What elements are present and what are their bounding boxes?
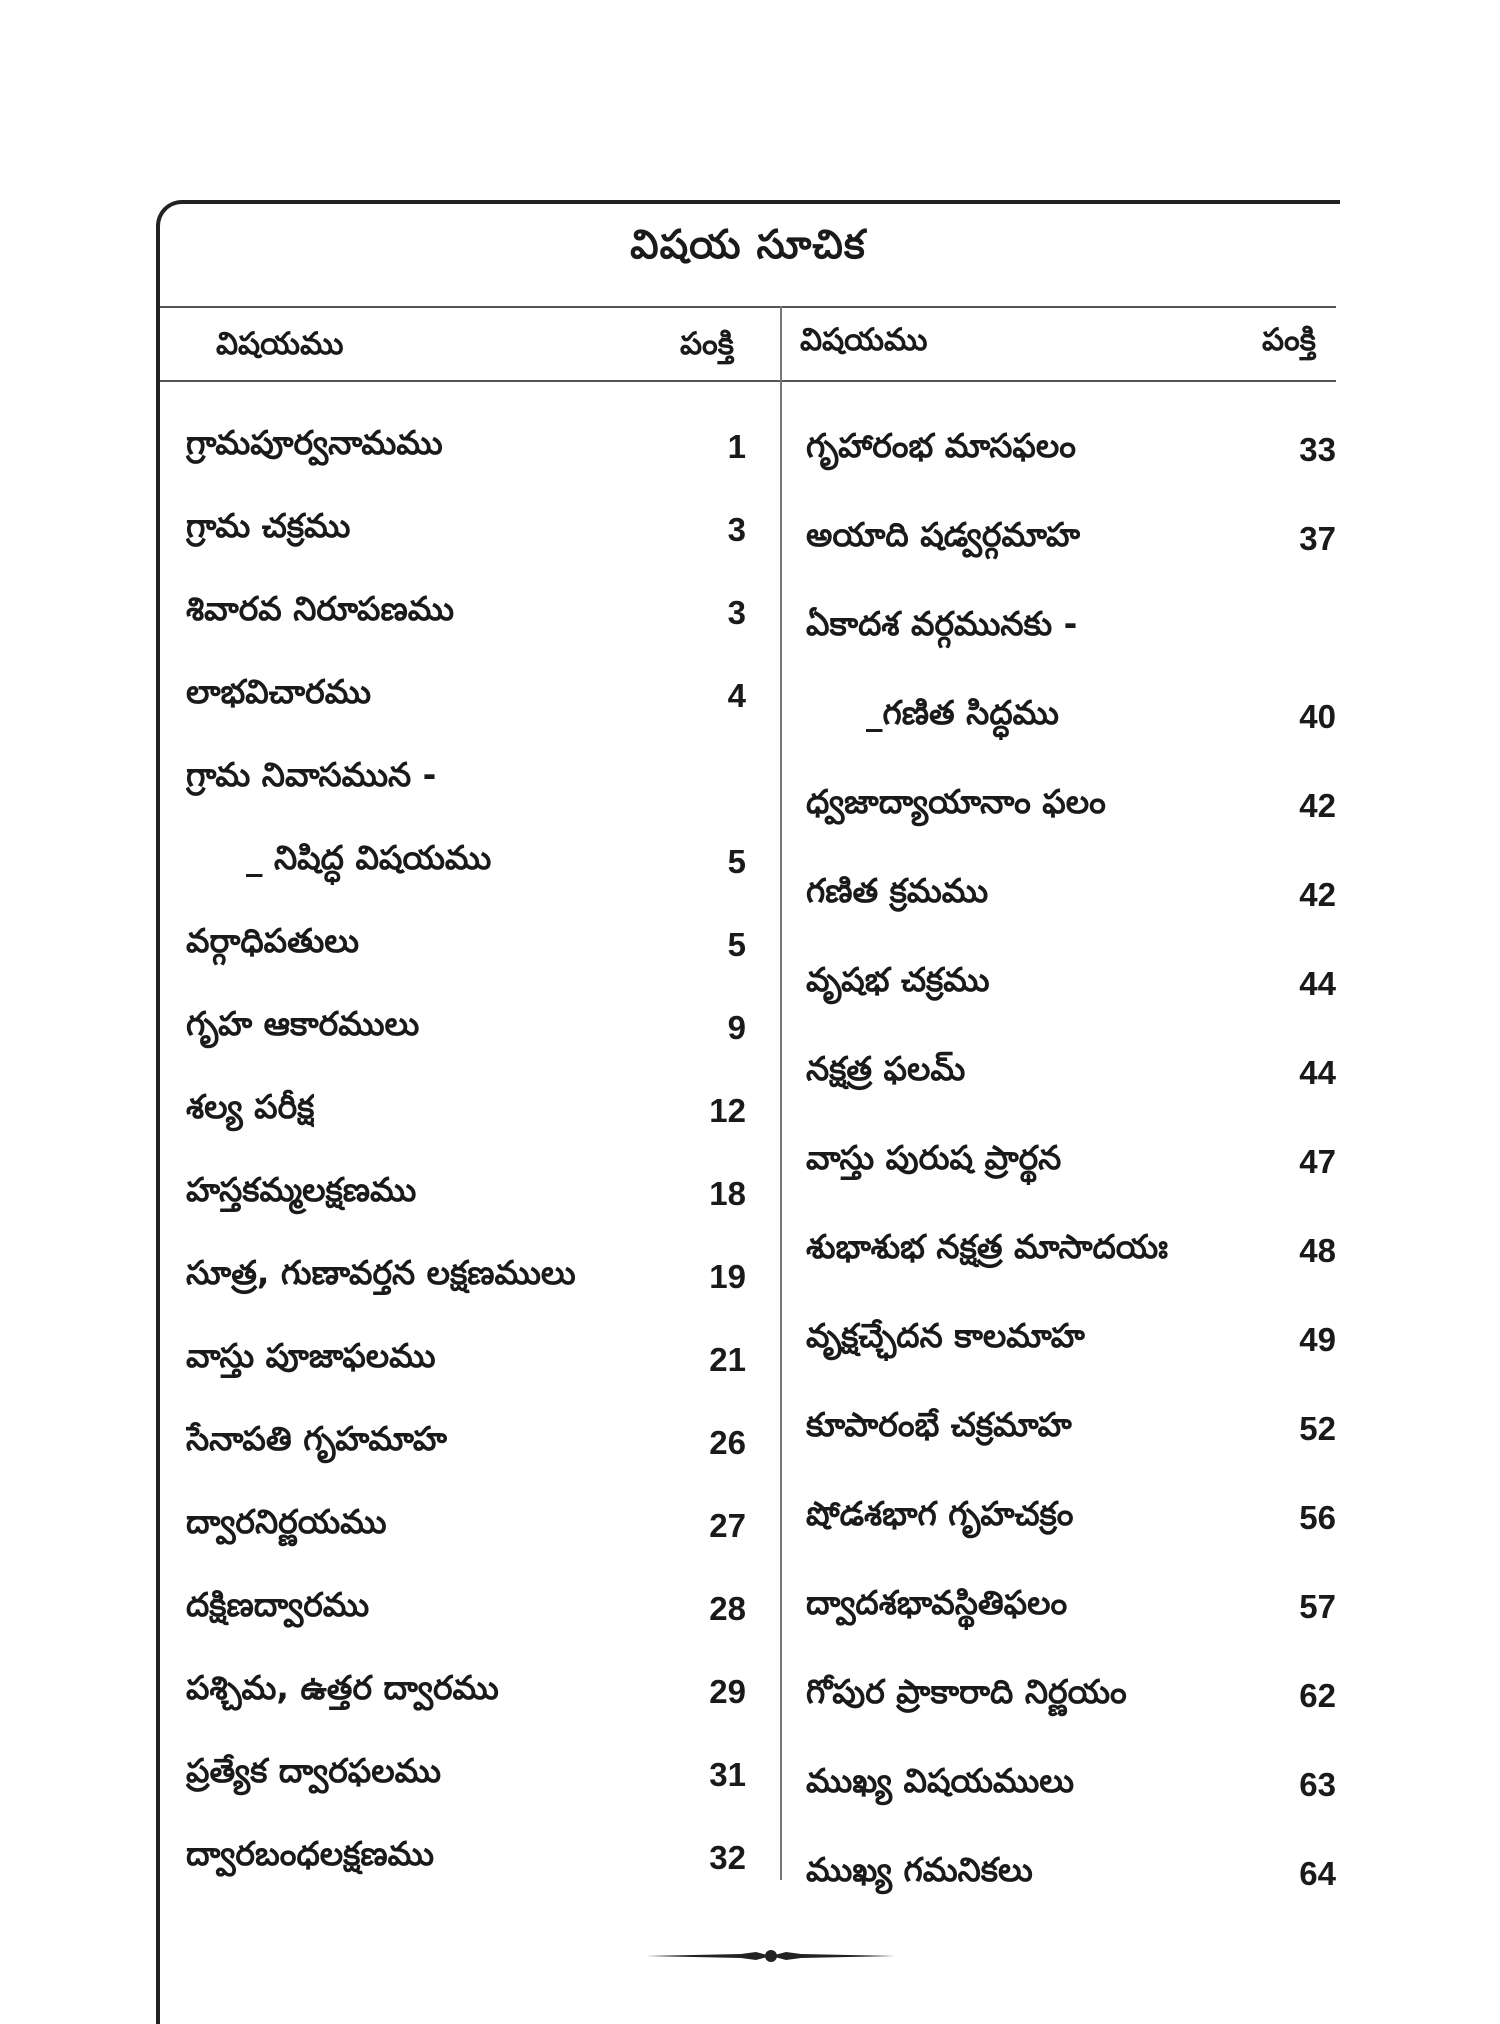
toc-entry[interactable]	[186, 1733, 746, 1816]
entry-title: దక్షిణద్వారము	[186, 1585, 370, 1624]
entry-title: గ్రామ నివాసమున -	[186, 755, 437, 794]
right-subject-header: విషయము	[800, 322, 928, 358]
page-title: విషయ సూచిక	[630, 222, 866, 268]
entry-title: సూత్ర, గుణావర్తన లక్షణములు	[186, 1253, 576, 1292]
toc-entry[interactable]	[186, 405, 746, 488]
entry-page: 3	[727, 593, 746, 631]
entry-page: 57	[1299, 1587, 1336, 1625]
entry-page: 47	[1299, 1142, 1336, 1180]
toc-entry[interactable]	[186, 571, 746, 654]
toc-entry[interactable]	[186, 1484, 746, 1567]
entry-title: ధ్వజాద్యాయానాం ఫలం	[806, 782, 1106, 821]
entry-page: 4	[727, 676, 746, 714]
entry-title: గోపుర ప్రాకారాది నిర్ణయం	[806, 1672, 1127, 1711]
column-divider	[780, 306, 782, 1880]
entry-page: 40	[1299, 697, 1336, 735]
entry-page: 31	[709, 1755, 746, 1793]
entry-title: నక్షత్ర ఫలమ్	[806, 1049, 966, 1088]
entry-page: 1	[727, 427, 746, 465]
entry-page: 27	[709, 1506, 746, 1544]
toc-entry[interactable]	[186, 1069, 746, 1152]
toc-entry[interactable]	[806, 850, 1336, 939]
entry-page: 44	[1299, 1053, 1336, 1091]
entry-page: 63	[1299, 1765, 1336, 1803]
toc-entry[interactable]	[806, 939, 1336, 1028]
toc-entry[interactable]	[806, 1117, 1336, 1206]
entry-title: షోడశభాగ గృహచక్రం	[806, 1494, 1074, 1533]
entry-page: 32	[709, 1838, 746, 1876]
entry-page: 29	[709, 1672, 746, 1710]
toc-entry[interactable]	[186, 654, 746, 737]
entry-title: ప్రత్యేక ద్వారఫలము	[186, 1751, 441, 1790]
entry-page: 42	[1299, 875, 1336, 913]
toc-entry[interactable]	[186, 1235, 746, 1318]
entry-title: ద్వారబంధలక్షణము	[186, 1834, 434, 1873]
entry-title: కూపారంభే చక్రమాహ	[806, 1405, 1072, 1444]
toc-entry[interactable]	[806, 494, 1336, 583]
toc-entry[interactable]	[186, 820, 746, 903]
entry-title: ఏకాదశ వర్గమునకు -	[806, 604, 1078, 643]
entry-page: 44	[1299, 964, 1336, 1002]
entry-page: 12	[709, 1091, 746, 1129]
toc-entry[interactable]	[186, 1816, 746, 1899]
entry-page: 42	[1299, 786, 1336, 824]
entry-title: లాభవిచారము	[186, 672, 372, 711]
ornament-divider-icon	[646, 1944, 896, 1968]
left-entry-list	[186, 405, 746, 1899]
entry-title: శల్య పరీక్ష	[186, 1087, 315, 1126]
entry-page: 3	[727, 510, 746, 548]
entry-page: 62	[1299, 1676, 1336, 1714]
toc-entry[interactable]	[186, 737, 746, 820]
toc-entry[interactable]	[806, 1384, 1336, 1473]
entry-page: 9	[727, 1008, 746, 1046]
left-subject-header: విషయము	[216, 326, 344, 362]
entry-title: ముఖ్య గమనికలు	[806, 1850, 1033, 1889]
right-page-header: పంక్తి	[1262, 322, 1316, 358]
entry-page: 26	[709, 1423, 746, 1461]
toc-entry[interactable]	[186, 1318, 746, 1401]
entry-title: శివారవ నిరూపణము	[186, 589, 455, 628]
toc-entry[interactable]	[806, 405, 1336, 494]
entry-title: వాస్తు పూజాఫలము	[186, 1336, 436, 1375]
entry-page: 49	[1299, 1320, 1336, 1358]
toc-entry[interactable]	[806, 1028, 1336, 1117]
entry-title: గ్రామపూర్వనామము	[186, 423, 443, 462]
entry-title: వర్గాధిపతులు	[186, 921, 360, 960]
entry-title: సేనాపతి గృహమాహ	[186, 1419, 447, 1458]
entry-page: 5	[727, 842, 746, 880]
title-divider	[160, 306, 1336, 308]
toc-entry[interactable]	[186, 1401, 746, 1484]
toc-entry[interactable]	[806, 1740, 1336, 1829]
entry-title: గ్రామ చక్రము	[186, 506, 351, 545]
toc-entry[interactable]	[806, 1295, 1336, 1384]
entry-page: 21	[709, 1340, 746, 1378]
entry-title: శుభాశుభ నక్షత్ర మాసాదయః	[806, 1227, 1168, 1266]
entry-title: వృక్షచ్ఛేదన కాలమాహ	[806, 1316, 1085, 1355]
entry-title: గృహారంభ మాసఫలం	[806, 426, 1076, 465]
entry-page: 28	[709, 1589, 746, 1627]
entry-title: వృషభ చక్రము	[806, 960, 990, 999]
entry-page: 64	[1299, 1854, 1336, 1892]
entry-title: పశ్చిమ, ఉత్తర ద్వారము	[186, 1668, 499, 1707]
entry-page: 56	[1299, 1498, 1336, 1536]
left-page-header: పంక్తి	[680, 326, 734, 362]
entry-title: ద్వాదశభావస్థితిఫలం	[806, 1583, 1068, 1622]
header-divider	[160, 380, 1336, 382]
toc-entry[interactable]	[186, 488, 746, 571]
entry-page: 37	[1299, 519, 1336, 557]
entry-title: ముఖ్య విషయములు	[806, 1761, 1075, 1800]
entry-title: ద్వారనిర్ణయము	[186, 1502, 387, 1541]
toc-entry[interactable]	[186, 1567, 746, 1650]
toc-entry[interactable]	[806, 1473, 1336, 1562]
entry-title: అయాది షడ్వర్గమాహ	[806, 515, 1081, 554]
toc-entry[interactable]	[806, 1562, 1336, 1651]
entry-page: 5	[727, 925, 746, 963]
entry-page: 33	[1299, 430, 1336, 468]
entry-page: 48	[1299, 1231, 1336, 1269]
toc-entry[interactable]	[806, 1829, 1336, 1918]
entry-page: 19	[709, 1257, 746, 1295]
toc-entry[interactable]	[186, 986, 746, 1069]
toc-entry[interactable]	[186, 903, 746, 986]
entry-page: 18	[709, 1174, 746, 1212]
entry-title: గణిత క్రమము	[806, 871, 989, 910]
entry-title: హస్తకమ్మలక్షణము	[186, 1170, 417, 1209]
entry-title: _గణిత సిద్ధము	[866, 693, 1059, 732]
entry-title: వాస్తు పురుష ప్రార్థన	[806, 1138, 1062, 1177]
toc-entry[interactable]	[806, 672, 1336, 761]
toc-entry[interactable]	[806, 761, 1336, 850]
toc-entry[interactable]	[806, 1206, 1336, 1295]
toc-entry[interactable]	[806, 583, 1336, 672]
entry-title: గృహ ఆకారములు	[186, 1004, 420, 1043]
toc-entry[interactable]	[186, 1650, 746, 1733]
toc-entry[interactable]	[806, 1651, 1336, 1740]
entry-title: _ నిషిద్ధ విషయము	[246, 838, 492, 877]
entry-page: 52	[1299, 1409, 1336, 1447]
toc-entry[interactable]	[186, 1152, 746, 1235]
right-entry-list	[806, 405, 1336, 1918]
